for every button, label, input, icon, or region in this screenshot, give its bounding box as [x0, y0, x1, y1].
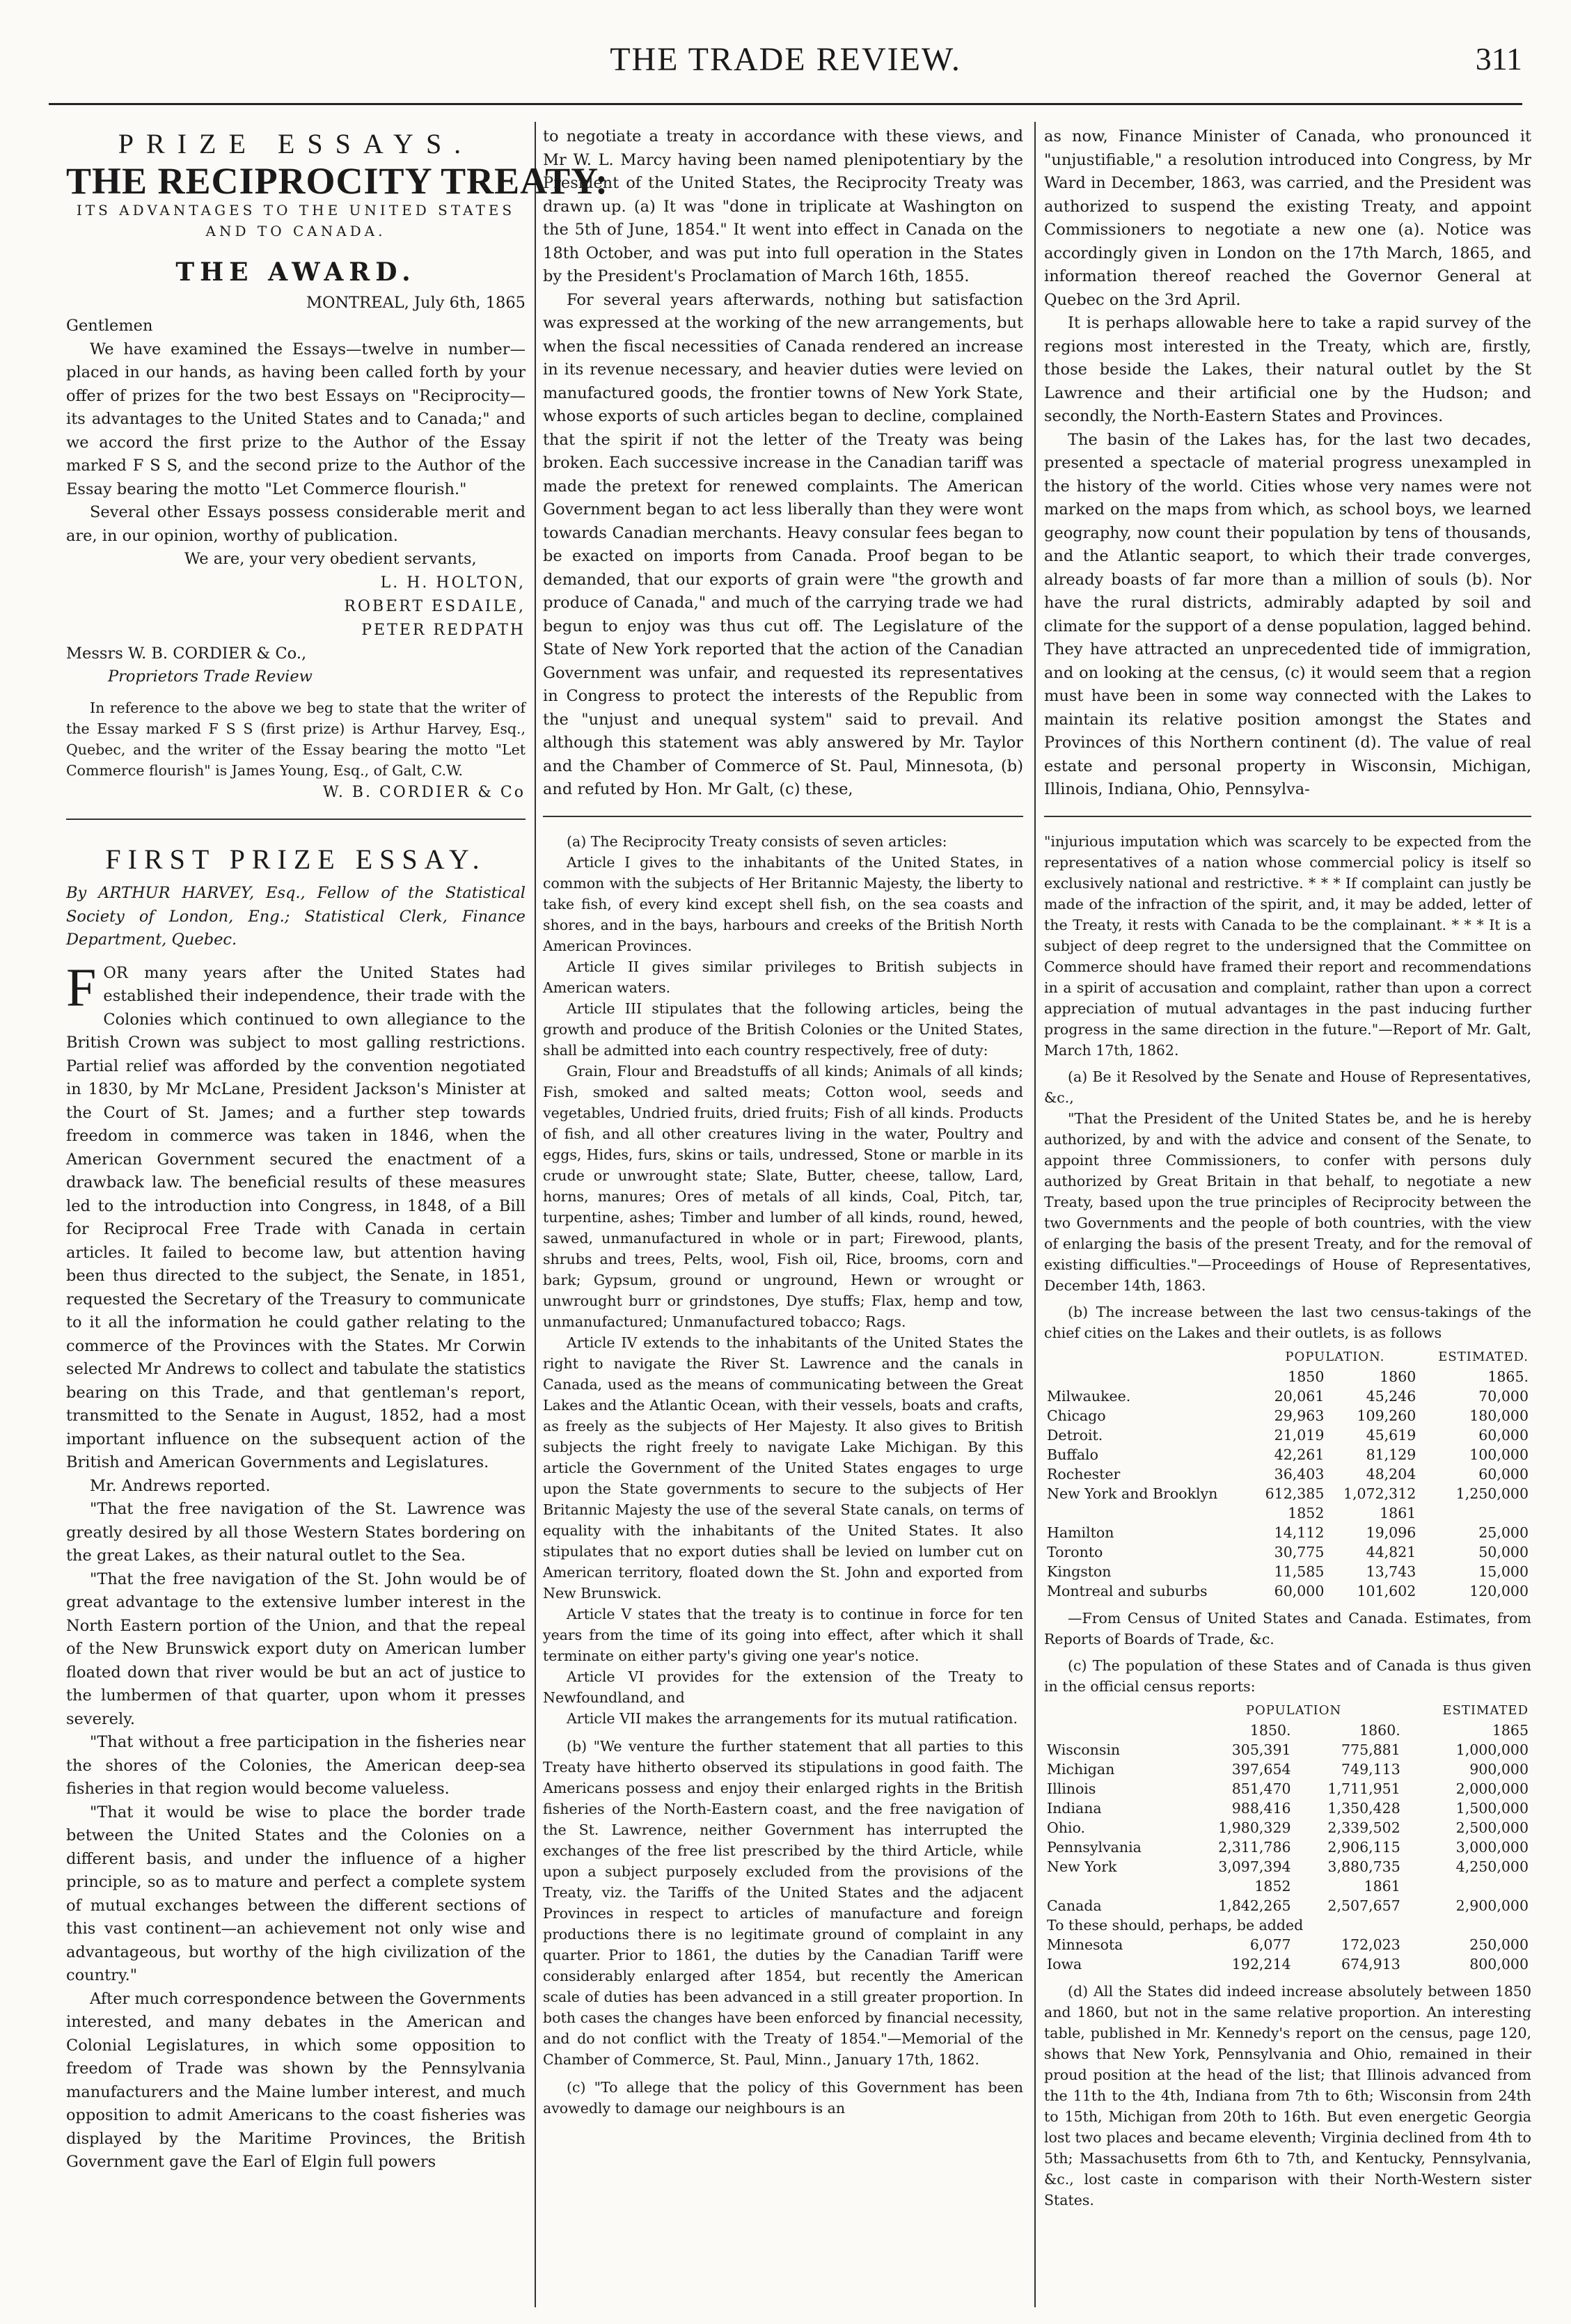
- divider: [66, 819, 526, 820]
- column-1: [66, 125, 609, 2304]
- row-label: Ohio.: [1047, 1819, 1086, 1836]
- table-row: [1044, 1425, 1531, 1445]
- footnote: (b) "We venture the further statement that all parties to this Treaty have hitherto observed its stipulations in good faith. The Americans possess and enjoy their enlarged rights in the British fisheries of the North-Eastern coast, and the free navigation of the St. Lawrence, neither Government has interrupted the exchanges of the free list prescribed by the third Article, while upon a subject purposely excluded from the provisions of the Treaty, viz. the Tariffs of the United States and the adjacent Provinces in respect to articles of manufacture and foreign productions there is no legitimate ground of complaint in any quarter. Prior to 1861, the duties by the Canadian Tariff were considerably enlarged after 1854, but recently the American scale of duties has been advanced in a still greater proportion. In both cases the changes have been enforced by financial necessity, and do not conflict with the Treaty of 1854."—Memorial of the Chamber of Commerce, St. Paul, Minn., January 17th, 1862.: [543, 1737, 1023, 2068]
- table-row: [1044, 1523, 1531, 1542]
- paragraph: "That it would be wise to place the border trade between the United States and the Colonies on a different basis, and under the influence of a higher principle, so as to mature and perfect a complete system of mutual exchanges between the different sections of this vast continent—an achievement not only wise and advantageous, but worthy of the high civilization of the country.": [66, 1803, 526, 1984]
- table-cell: 29,963: [1274, 1407, 1325, 1424]
- addressee: Messrs W. B. CORDIER & Co.,: [66, 644, 307, 663]
- year-header: 1861: [1380, 1504, 1416, 1521]
- table-cell: 775,881: [1341, 1741, 1400, 1758]
- row-label: Canada: [1047, 1897, 1102, 1914]
- row-label: Hamilton: [1047, 1524, 1114, 1541]
- table-cell: 612,385: [1265, 1485, 1325, 1502]
- table-row: [1044, 1740, 1531, 1760]
- footnote: Article IV extends to the inhabitants of the United States the right to navigate the River St. Lawrence and the canals in Canada, used as the means of communicating between the Great Lakes and the Atlantic Ocean, with their vessels, boats and crafts, as freely as the subjects of Her Majesty. It also gives to British subjects the right freely to navigate Lake Michigan. By this article the Government of the United States engages to urge upon the State governments to secure to the subjects of Her Britannic Majesty the use of the several State canals, on terms of equality with the inhabitants of the United States. It also stipulates that no export duties shall be levied on lumber cut on American territory, floated down the St. John and exported from New Brunswick.: [543, 1334, 1023, 1602]
- footnote: Article II gives similar privileges to British subjects in American waters.: [543, 958, 1023, 996]
- table-cell: 45,246: [1366, 1387, 1416, 1405]
- year-header: 1852: [1254, 1877, 1291, 1895]
- table-cell: 2,500,000: [1455, 1819, 1529, 1836]
- table-row: [1044, 1760, 1531, 1779]
- signature: ROBERT ESDAILE,: [344, 597, 526, 615]
- table-cell: 48,204: [1366, 1465, 1416, 1483]
- table-cell: 14,112: [1274, 1524, 1325, 1541]
- table-cell: 4,250,000: [1455, 1858, 1529, 1875]
- footnote-divider: [1044, 816, 1531, 817]
- table-cell: 50,000: [1478, 1543, 1529, 1560]
- column-rule-1: [535, 122, 536, 2307]
- paragraph: FOR many years after the United States had established their independence, their trade with the Colonies which continued to own allegiance to the British Crown was subject to most galling restrictions. Partial relief was afforded by the convention negotiated in 1830, by Mr McLane, President Jackson's Minister at the Court of St. James; and a further step towards freedom in commerce was taken in 1846, when the American Government secured the enactment of a drawback law. The beneficial results of these measures led to the introduction into Congress, in 1848, of a Bill for Reciprocal Free Trade with Canada in certain articles. It failed to become law, but attention having been thus directed to the subject, the Senate, in 1851, requested the Secretary of the Treasury to communicate to it all the information he could gather relating to the commerce of the Provinces with the States. Mr Corwin selected Mr Andrews to collect and tabulate the statistics bearing on this Trade, and that gentleman's report, transmitted to the Senate in August, 1852, had a most important influence on the subsequent action of the British and American Governments and Legislatures.: [66, 956, 526, 1471]
- table-cell: 13,743: [1366, 1563, 1416, 1580]
- table-cell: 100,000: [1469, 1446, 1529, 1463]
- addressee-role: Proprietors Trade Review: [108, 667, 313, 686]
- table-cell: 851,470: [1231, 1780, 1291, 1797]
- table-header: POPULATION: [1245, 1702, 1342, 1718]
- footnote: Article VII makes the arrangements for its mutual ratification.: [567, 1709, 1018, 1727]
- table-cell: 900,000: [1469, 1760, 1529, 1778]
- paragraph: We are, your very obedient servants,: [184, 550, 477, 568]
- table-row: [1044, 1935, 1531, 1954]
- row-label: Minnesota: [1047, 1936, 1123, 1953]
- city-population-table: [1044, 1347, 1531, 1601]
- salutation: Gentlemen: [66, 317, 153, 335]
- table-cell: 800,000: [1469, 1955, 1529, 1973]
- table-cell: 2,507,657: [1327, 1897, 1400, 1914]
- table-note: To these should, perhaps, be added: [1047, 1916, 1304, 1934]
- table-cell: 192,214: [1231, 1955, 1291, 1973]
- table-cell: 70,000: [1478, 1387, 1529, 1405]
- year-header: 1850: [1288, 1368, 1325, 1385]
- table-row: [1044, 1779, 1531, 1799]
- row-label: Chicago: [1047, 1407, 1106, 1424]
- table-cell: 120,000: [1469, 1582, 1529, 1599]
- row-label: Toronto: [1047, 1543, 1103, 1560]
- paragraph: After much correspondence between the Governments interested, and many debates in the American and Colonial Legislatures, in which some opposition to freedom of Trade was shown by the Pennsylvania manufacturers and the Maine lumber interest, and much opposition to admit Americans to the coast fisheries was displayed by the Maritime Provinces, the British Government gave the Earl of Elgin full powers: [66, 1989, 526, 2171]
- table-cell: 60,000: [1274, 1582, 1325, 1599]
- header-rule: [49, 103, 1522, 105]
- row-label: Kingston: [1047, 1563, 1112, 1580]
- subheadline: ITS ADVANTAGES TO THE UNITED STATES AND TO CANADA.: [76, 202, 516, 239]
- table-cell: 36,403: [1274, 1465, 1325, 1483]
- table-cell: 11,585: [1274, 1563, 1325, 1580]
- table-header: ESTIMATED: [1442, 1702, 1529, 1718]
- table-cell: 1,711,951: [1327, 1780, 1400, 1797]
- table-cell: 2,339,502: [1327, 1819, 1400, 1836]
- year-header: 1852: [1288, 1504, 1325, 1521]
- table-cell: 30,775: [1274, 1543, 1325, 1560]
- footnote: Article III stipulates that the following articles, being the growth and produce of the British Colonies or the United States, shall be admitted into each country respectively, free of duty:: [543, 999, 1023, 1059]
- footnote: (d) All the States did indeed increase absolutely between 1850 and 1860, but not in the same relative proportion. An interesting table, published in Mr. Kennedy's report on the census, page 120, shows that New York, Pennsylvania and Ohio, remained in their proud position at the head of the list; that Illinois advanced from the 11th to the 4th, Indiana from 7th to 6th; Wisconsin from 24th to 15th, Michigan from 20th to 16th. But even energetic Georgia lost two places and became eleventh; Virginia declined from 4th to 5th; Massachusetts from 6th to 7th, and Kentucky, Pennsylvania, &c., lost caste in comparison with their North-Western sister States.: [1044, 1982, 1531, 2208]
- table-cell: 3,880,735: [1327, 1858, 1400, 1875]
- table-row: [1044, 1857, 1531, 1876]
- table-cell: 397,654: [1231, 1760, 1291, 1778]
- table-cell: 42,261: [1274, 1446, 1325, 1463]
- table-cell: 60,000: [1478, 1426, 1529, 1444]
- row-label: Michigan: [1047, 1760, 1115, 1778]
- table-cell: 2,000,000: [1455, 1780, 1529, 1797]
- state-population-table: [1044, 1701, 1531, 1974]
- table-cell: 172,023: [1341, 1936, 1400, 1953]
- table-cell: 81,129: [1366, 1446, 1416, 1463]
- signature: W. B. CORDIER & Co: [323, 783, 526, 801]
- footnote-divider: [543, 816, 1023, 817]
- row-label: Iowa: [1047, 1955, 1082, 1973]
- column-3: [1044, 125, 1531, 2304]
- table-cell: 25,000: [1478, 1524, 1529, 1541]
- paragraph: The basin of the Lakes has, for the last two decades, presented a spectacle of material progress unexampled in the history of the world. Cities whose very names were not marked on the maps from which, as school boys, we learned geography, now count their population by tens of thousands, and the Atlantic seaport, to which their trade converges, already boasts of far more than a million of souls (b). Nor have the rural districts, admirably adapted by soil and climate for the support of a dense population, lagged behind. They have attracted an unprecedented tide of immigration, and on looking at the census, (c) it would seem that a region must have been in some way connected with the Lakes to maintain its relative position amongst the States and Provinces of this Northern continent (d). The value of real estate and personal property in Wisconsin, Michigan, Illinois, Indiana, Ohio, Pennsylva-: [1044, 430, 1531, 798]
- table-row: [1044, 1818, 1531, 1837]
- table-header: POPULATION.: [1285, 1349, 1385, 1364]
- table-cell: 101,602: [1357, 1582, 1416, 1599]
- footnote: "That the President of the United States be, and he is hereby authorized, by and with the advice and consent of the Senate, to appoint three Commissioners, to confer with persons duly authorized by Great Britain in that behalf, to negotiate a new Treaty, based upon the true principles of Reciprocity between the two Governments and the people of both countries, with the view of enlarging the basis of the present Treaty, and for the removal of existing difficulties."—Proceedings of House of Representatives, December 14th, 1863.: [1044, 1109, 1531, 1294]
- year-header: 1860: [1380, 1368, 1416, 1385]
- paragraph: It is perhaps allowable here to take a rapid survey of the regions most interested in the Treaty, which are, firstly, those beside the Lakes, their natural outlet by the St Lawrence and their artificial one by the Hudson; and secondly, the North-Eastern States and Provinces.: [1044, 314, 1531, 425]
- table-cell: 3,000,000: [1455, 1838, 1529, 1856]
- table-cell: 19,096: [1366, 1524, 1416, 1541]
- dateline: MONTREAL, July 6th, 1865: [306, 293, 526, 312]
- paragraph: For several years afterwards, nothing but satisfaction was expressed at the working of the new arrangements, but when the fiscal necessities of Canada rendered an increase in its revenue necessary, and heavier duties were levied on manufactured goods, the frontier towns of New York State, whose exports of such articles began to decline, complained that the spirit if not the letter of the Treaty was being broken. Each successive increase in the Canadian tariff was made the pretext for renewed complaints. The American Government began to act less liberally than they were wont towards Canadian merchants. Heavy consular fees began to be exacted on imports from Canada. Proof began to be demanded, that our exports of grain were "the growth and produce of Canada," and much of the carrying trade we had begun to enjoy was thus cut off. The Legislature of the State of New York reported that the action of the Canadian Government was unfair, and requested its representatives in Congress to protect the interests of the Republic from the "unjust and unequal system" said to prevail. And although this statement was ably answered by Mr. Taylor and the Chamber of Commerce of St. Paul, Minnesota, (b) and refuted by Hon. Mr Galt, (c) these,: [543, 290, 1023, 798]
- table-row: [1044, 1406, 1531, 1425]
- table-row: [1044, 1386, 1531, 1406]
- footnote: "injurious imputation which was scarcely to be expected from the representatives of a nation whose commercial policy is itself so exclusively national and restrictive. * * * If complaint can justly be made of the infraction of the spirit, and, it may be added, letter of the Treaty, it rests with Canada to be the complainant. * * * It is a subject of deep regret to the undersigned that the Committee on Commerce should have framed their report and recommendations in a spirit of accusation and complaint, rather than upon a correct appreciation of mutual advantages in the past inducing further progress in the same direction in the future."—Report of Mr. Galt, March 17th, 1862.: [1044, 832, 1531, 1059]
- table-cell: 1,500,000: [1455, 1799, 1529, 1817]
- paragraph: to negotiate a treaty in accordance with these views, and Mr W. L. Marcy having been named plenipotentiary by the President of the United States, the Reciprocity Treaty was drawn up. (a) It was "done in triplicate at Washington on the 5th of June, 1854." It went into effect in Canada on the 18th October, and was put into full operation in the States by the President's Proclamation of March 16th, 1855.: [543, 127, 1023, 285]
- table-cell: 1,980,329: [1218, 1819, 1291, 1836]
- year-header: 1861: [1364, 1877, 1400, 1895]
- table-source: —From Census of United States and Canada. Estimates, from Reports of Boards of Trade, &c.: [1044, 1609, 1531, 1647]
- table-row: [1044, 1837, 1531, 1857]
- paragraph: We have examined the Essays—twelve in number—placed in our hands, as having been called forth by your offer of prizes for the two best Essays on "Reciprocity—its advantages to the United States and to Canada;" and we accord the first prize to the Author of the Essay marked F S S, and the second prize to the Author of the Essay bearing the motto "Let Commerce flourish.": [66, 340, 526, 498]
- row-label: Detroit.: [1047, 1426, 1103, 1444]
- year-header: 1865: [1492, 1721, 1529, 1739]
- table-cell: 749,113: [1341, 1760, 1400, 1778]
- signature: L. H. HOLTON,: [380, 574, 526, 592]
- footnote: (c) "To allege that the policy of this Government has been avowedly to damage our neighbours is an: [543, 2078, 1023, 2117]
- byline: By ARTHUR HARVEY, Esq., Fellow of the Statistical Society of London, Eng.; Statistical Clerk, Finance Department, Quebec.: [66, 884, 526, 949]
- table-row: [1044, 1445, 1531, 1464]
- column-2: [543, 125, 1023, 2304]
- table-cell: 250,000: [1469, 1936, 1529, 1953]
- column-rule-2: [1034, 122, 1036, 2307]
- row-label: Buffalo: [1047, 1446, 1098, 1463]
- table-cell: 1,072,312: [1343, 1485, 1416, 1502]
- table-cell: 109,260: [1357, 1407, 1416, 1424]
- table-row: [1044, 1954, 1531, 1974]
- table-cell: 2,311,786: [1218, 1838, 1291, 1856]
- table-cell: 1,000,000: [1455, 1741, 1529, 1758]
- row-label: New York and Brooklyn: [1047, 1485, 1218, 1502]
- row-label: Rochester: [1047, 1465, 1121, 1483]
- table-row: [1044, 1581, 1531, 1601]
- paragraph: as now, Finance Minister of Canada, who pronounced it "unjustifiable," a resolution introduced into Congress, by Mr Ward in December, 1863, was carried, and the President was authorized to suspend the existing Treaty, and appoint Commissioners to negotiate a new one (a). Notice was accordingly given in London on the 17th March, 1865, and information thereof reached the Governor General at Quebec on the 3rd April.: [1044, 127, 1531, 309]
- table-cell: 44,821: [1366, 1543, 1416, 1560]
- table-cell: 305,391: [1231, 1741, 1291, 1758]
- footnote: Article VI provides for the extension of the Treaty to Newfoundland, and: [543, 1668, 1023, 1706]
- table-cell: 15,000: [1478, 1563, 1529, 1580]
- paragraph: Mr. Andrews reported.: [90, 1476, 271, 1495]
- table-cell: 60,000: [1478, 1465, 1529, 1483]
- paragraph: "That the free navigation of the St. John would be of great advantage to the extensive lumber interest in the North Eastern portion of the Union, and that the repeal of the New Brunswick export duty on American lumber floated down that river would be but an act of justice to the lumbermen of that quarter, upon whom it presses severely.: [66, 1570, 526, 1728]
- footnote: (b) The increase between the last two census-takings of the chief cities on the Lakes and their outlets, is as follows: [1044, 1303, 1531, 1341]
- table-row: [1044, 1799, 1531, 1818]
- table-cell: 3,097,394: [1218, 1858, 1291, 1875]
- table-cell: 45,619: [1366, 1426, 1416, 1444]
- table-cell: 21,019: [1274, 1426, 1325, 1444]
- table-row: [1044, 1562, 1531, 1581]
- table-cell: 180,000: [1469, 1407, 1529, 1424]
- table-header: ESTIMATED.: [1438, 1349, 1529, 1364]
- row-label: Illinois: [1047, 1780, 1096, 1797]
- essay-heading: FIRST PRIZE ESSAY.: [105, 843, 487, 875]
- table-cell: 674,913: [1341, 1955, 1400, 1973]
- table-cell: 1,350,428: [1327, 1799, 1400, 1817]
- row-label: Montreal and suburbs: [1047, 1582, 1208, 1599]
- table-row: [1044, 1484, 1531, 1503]
- footnote: (a) Be it Resolved by the Senate and House of Representatives, &c.,: [1044, 1068, 1531, 1106]
- table-cell: 2,900,000: [1455, 1897, 1529, 1914]
- paragraph: In reference to the above we beg to state that the writer of the Essay marked F S S (first prize) is Arthur Harvey, Esq., Quebec, and the writer of the Essay bearing the motto "Let Commerce flourish" is James Young, Esq., of Galt, C.W.: [66, 699, 526, 779]
- table-row: [1044, 1542, 1531, 1562]
- journal-title: THE TRADE REVIEW.: [610, 41, 961, 78]
- table-cell: 6,077: [1249, 1936, 1291, 1953]
- footnote: Article V states that the treaty is to continue in force for ten years from the time of its going into effect, after which it shall terminate on either party's giving one year's notice.: [543, 1605, 1023, 1664]
- award-heading: THE AWARD.: [175, 258, 416, 287]
- year-header: 1865.: [1487, 1368, 1529, 1385]
- row-label: New York: [1047, 1858, 1117, 1875]
- footnote: (a) The Reciprocity Treaty consists of seven articles:: [567, 832, 947, 850]
- row-label: Pennsylvania: [1047, 1838, 1142, 1856]
- headline: THE RECIPROCITY TREATY:: [66, 159, 609, 202]
- paragraph: "That without a free participation in the fisheries near the shores of the Colonies, the American deep-sea fisheries in that region would become valueless.: [66, 1733, 526, 1798]
- table-cell: 2,906,115: [1327, 1838, 1400, 1856]
- row-label: Milwaukee.: [1047, 1387, 1131, 1405]
- paragraph: "That the free navigation of the St. Lawrence was greatly desired by all those Western States bordering on the great Lakes, as their natural outlet to the Sea.: [66, 1500, 526, 1565]
- table-row: [1044, 1896, 1531, 1915]
- footnote: (c) The population of these States and of Canada is thus given in the official census reports:: [1044, 1657, 1531, 1695]
- footnote: Article I gives to the inhabitants of the United States, in common with the subjects of Her Britannic Majesty, the liberty to take fish, of every kind except shell fish, on the sea coasts and shores, and in the bays, harbours and creeks of the British North American Provinces.: [543, 853, 1023, 954]
- page-header: [0, 40, 1571, 110]
- table-row: [1044, 1464, 1531, 1484]
- table-cell: 20,061: [1274, 1387, 1325, 1405]
- row-label: Indiana: [1047, 1799, 1102, 1817]
- footnote: Grain, Flour and Breadstuffs of all kinds; Animals of all kinds; Fish, smoked and salted meats; Cotton wool, seeds and vegetables, Undried fruits, dried fruits; Fish of all kinds. Products of fish, and all other creatures living in the water, Poultry and eggs, Hides, furs, skins or tails, undressed, Stone or marble in its crude or unwrought state; Slate, Butter, cheese, tallow, Lard, horns, manures; Ores of metals of all kinds, Coal, Pitch, tar, turpentine, ashes; Timber and lumber of all kinds, round, hewed, sawed, unmanufactured in whole or in part; Firewood, plants, shrubs and trees, Pelts, wool, Fish oil, Rice, brooms, corn and bark; Gypsum, ground or unground, Hewn or wrought or unwrought burr or grindstones, Dye stuffs; Flax, hemp and tow, unmanufactured; Unmanufactured tobacco; Rags.: [543, 1062, 1023, 1330]
- table-cell: 1,842,265: [1218, 1897, 1291, 1914]
- page-number: 311: [1475, 41, 1522, 77]
- row-label: Wisconsin: [1047, 1741, 1121, 1758]
- section-kicker: PRIZE ESSAYS.: [118, 128, 474, 159]
- table-cell: 988,416: [1231, 1799, 1291, 1817]
- year-header: 1860.: [1359, 1721, 1400, 1739]
- year-header: 1850.: [1249, 1721, 1291, 1739]
- table-cell: 1,250,000: [1455, 1485, 1529, 1502]
- paragraph: Several other Essays possess considerable merit and are, in our opinion, worthy of publication.: [66, 503, 526, 545]
- drop-cap: F: [66, 956, 97, 1018]
- signature: PETER REDPATH: [361, 621, 526, 639]
